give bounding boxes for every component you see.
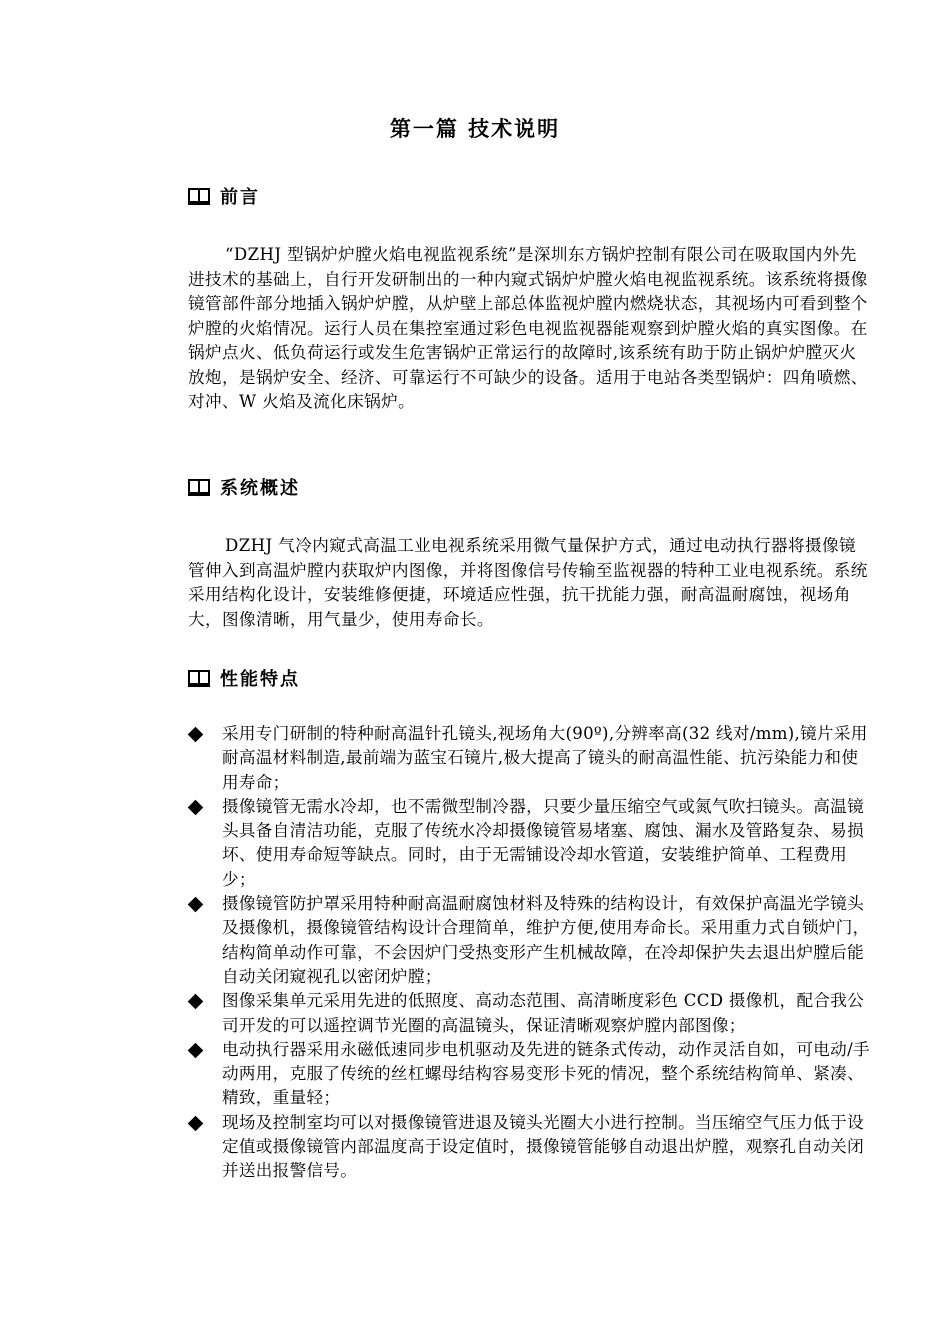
- section-heading-label: 性能特点: [220, 669, 300, 690]
- list-item-text: 图像采集单元采用先进的低照度、高动态范围、高清晰度彩色 CCD 摄像机，配合我公司开发的可以遥控调节光圈的高温镜头，保证清晰观察炉膛内部图像；: [222, 991, 865, 1035]
- section-paragraph-overview: DZHJ 气冷内窥式高温工业电视系统采用微气量保护方式，通过电动执行器将摄像镜管伸入到高温炉膛内获取炉内图像，并将图像信号传输至监视器的特种工业电视系统。系统采用结构化设计，安装维修便捷，环境适应性强，抗干扰能力强，耐高温耐腐蚀，视场角大，图像清晰，用气量少，使用寿命长。: [188, 536, 868, 629]
- list-item: [188, 795, 873, 892]
- diamond-bullet-icon: [188, 994, 204, 1010]
- diamond-bullet-icon: [188, 800, 204, 816]
- section-heading-features: [188, 665, 300, 691]
- section-heading-preface: [188, 183, 260, 209]
- list-item: [188, 892, 873, 989]
- list-item-text: 现场及控制室均可以对摄像镜管进退及镜头光圈大小进行控制。当压缩空气压力低于设定值或摄像镜管内部温度高于设定值时，摄像镜管能够自动退出炉膛，观察孔自动关闭并送出报警信号。: [222, 1112, 864, 1181]
- diamond-bullet-icon: [188, 897, 204, 913]
- section-heading-overview: [188, 474, 300, 500]
- section-paragraph-preface: “DZHJ 型锅炉炉膛火焰电视监视系统”是深圳东方锅炉控制有限公司在吸取国内外先进技术的基础上，自行开发研制出的一种内窥式锅炉炉膛火焰电视监视系统。该系统将摄像镜管部件部分地插入锅炉炉膛，从炉壁上部总体监视炉膛内燃烧状态，其视场内可看到整个炉膛的火焰情况。运行人员在集控室通过彩色电视监视器能观察到炉膛火焰的真实图像。在锅炉点火、低负荷运行或发生危害锅炉正常运行的故障时,该系统有助于防止锅炉炉膛灭火放炮，是锅炉安全、经济、可靠运行不可缺少的设备。适用于电站各类型锅炉：四角喷燃、对冲、W 火焰及流化床锅炉。: [188, 245, 868, 411]
- book-icon: [188, 186, 210, 206]
- section-heading-label: 前言: [220, 187, 260, 208]
- page-title: 第一篇 技术说明: [389, 117, 561, 141]
- book-icon: [188, 477, 210, 497]
- list-item-text: 电动执行器采用永磁低速同步电机驱动及先进的链条式传动，动作灵活自如，可电动/手动两用，克服了传统的丝杠螺母结构容易变形卡死的情况，整个系统结构简单、紧凑、精致，重量轻；: [222, 1039, 870, 1108]
- list-item-text: 摄像镜管防护罩采用特种耐高温耐腐蚀材料及特殊的结构设计，有效保护高温光学镜头及摄像机，摄像镜管结构设计合理简单，维护方便,使用寿命长。采用重力式自锁炉门，结构简单动作可靠，不会因炉门受热变形产生机械故障，在冷却保护失去退出炉膛后能自动关闭窥视孔以密闭炉膛；: [222, 894, 870, 986]
- list-item: [188, 989, 873, 1038]
- section-heading-label: 系统概述: [220, 478, 300, 499]
- list-item-text: 摄像镜管无需水冷却，也不需微型制冷器，只要少量压缩空气或氮气吹扫镜头。高温镜头具备自清洁功能，克服了传统水冷却摄像镜管易堵塞、腐蚀、漏水及管路复杂、易损坏、使用寿命短等缺点。同时，由于无需铺设冷却水管道，安装维护简单、工程费用少；: [222, 796, 864, 889]
- list-item: [188, 1038, 873, 1111]
- book-icon: [188, 668, 210, 688]
- diamond-bullet-icon: [188, 1043, 204, 1059]
- list-item: [188, 1111, 873, 1184]
- list-item-text: 采用专门研制的特种耐高温针孔镜头,视场角大(90º),分辨率高(32 线对/mm),镜片采用耐高温材料制造,最前端为蓝宝石镜片,极大提高了镜头的耐高温性能、抗污染能力和使用寿命；: [222, 724, 868, 792]
- list-item: [188, 722, 873, 795]
- feature-list: [188, 722, 873, 1184]
- diamond-bullet-icon: [188, 727, 204, 743]
- diamond-bullet-icon: [188, 1115, 204, 1131]
